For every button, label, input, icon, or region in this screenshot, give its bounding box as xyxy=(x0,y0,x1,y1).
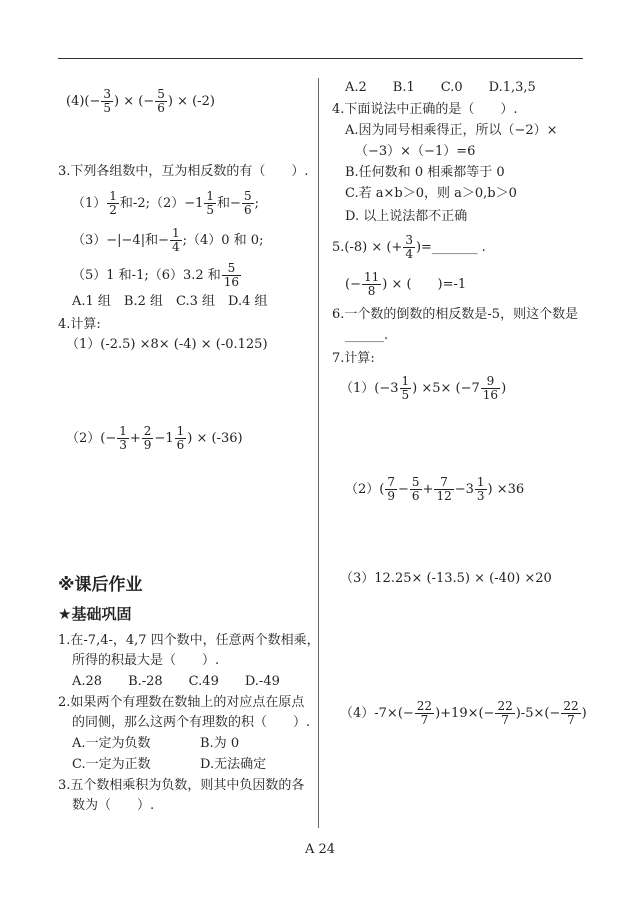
h2-option-c: C.一定为正数 xyxy=(72,757,151,772)
q4-part1: （1）(-2.5) ×8× (-4) × (-0.125) xyxy=(66,337,268,352)
h3-line2: 数为（ ）. xyxy=(72,798,155,813)
page-number: A 24 xyxy=(304,842,336,857)
q3-line3: （5）1 和-1;（6）3.2 和 $\frac{5}{16}$ xyxy=(72,261,240,289)
q3-line2: （3）−|−4|和− $\frac{1}{4}$ ;（4）0 和 0; xyxy=(72,226,264,254)
h6-line2: ______. xyxy=(345,328,389,343)
h4-line4: B.任何数和 0 相乘都等于 0 xyxy=(345,165,505,180)
q3-stem: 3.下列各组数中，互为相反数的有（ ）. xyxy=(58,164,309,179)
h2-option-d: D.无法确定 xyxy=(200,757,267,772)
h2-option-b: B.为 0 xyxy=(200,736,240,751)
h1-line1: 1.在-7,4-，4,7 四个数中，任意两个数相乘， xyxy=(58,633,320,648)
h2-option-a: A.一定为负数 xyxy=(72,736,151,751)
h7-part3: （3）12.25× (-13.5) × (-40) ×20 xyxy=(340,571,552,586)
h4-line3: （−3）×（−1）=6 xyxy=(355,144,476,159)
q4-stem: 4.计算: xyxy=(58,317,101,332)
h1-options: A.28 B.-28 C.49 D.-49 xyxy=(72,674,280,689)
h2-line2: 的同侧，那么这两个有理数的积（ ）. xyxy=(72,715,311,730)
h5-line2: (− $\frac{11}{8}$ ) × ( )=-1 xyxy=(345,270,467,298)
h1-line2: 所得的积最大是（ ）. xyxy=(72,653,220,668)
column-divider xyxy=(318,78,319,828)
h7-part4: （4）-7×(− $\frac{22}{7}$ )+19×(− $\frac{22}{7}$ )-5×(− $\frac{22}{7}$ ) xyxy=(340,699,587,727)
header-rule xyxy=(58,58,583,59)
q4-part2: （2）(− $\frac{1}{3}$ + $\frac{2}{9}$ −1 $\frac{1}{6}$ ) × (-36) xyxy=(66,424,243,452)
h6-line1: 6.一个数的倒数的相反数是-5，则这个数是 xyxy=(332,307,579,322)
h4-line6: D. 以上说法都不正确 xyxy=(345,209,468,224)
h7-part2: （2）( $\frac{7}{9}$ − $\frac{5}{6}$ + $\frac{7}{12}$ −3 $\frac{1}{3}$ ) ×36 xyxy=(345,475,525,503)
basic-title: ★基础巩固 xyxy=(58,605,132,623)
homework-title: ※课后作业 xyxy=(58,575,143,595)
h5-line1: 5.(-8) × (+ $\frac{3}{4}$ )=_______ . xyxy=(332,233,486,261)
h3-options: A.2 B.1 C.0 D.1,3,5 xyxy=(345,80,536,95)
h4-line1: 4.下面说法中正确的是（ ）. xyxy=(332,102,518,117)
h4-line2: A.因为同号相乘得正，所以（−2）× xyxy=(345,123,558,138)
q3-options: A.1 组 B.2 组 C.3 组 D.4 组 xyxy=(72,294,268,309)
h3-line1: 3.五个数相乘积为负数，则其中负因数的各 xyxy=(58,778,305,793)
h4-line5: C.若 a×b＞0，则 a＞0,b＞0 xyxy=(345,186,517,201)
q3-line1: （1） $\frac{1}{2}$ 和-2;（2）−1 $\frac{1}{5}$ 和− $\frac{5}{6}$ ; xyxy=(72,189,259,217)
left-q-prev4: (4)(− $\frac{3}{5}$ ) × (− $\frac{5}{6}$ ) × (-2) xyxy=(66,87,215,115)
h7-part1: （1）(−3 $\frac{1}{5}$ ) ×5× (−7 $\frac{9}{16}$ ) xyxy=(340,374,507,402)
h7-stem: 7.计算: xyxy=(332,351,375,366)
h2-line1: 2.如果两个有理数在数轴上的对应点在原点 xyxy=(58,695,305,710)
